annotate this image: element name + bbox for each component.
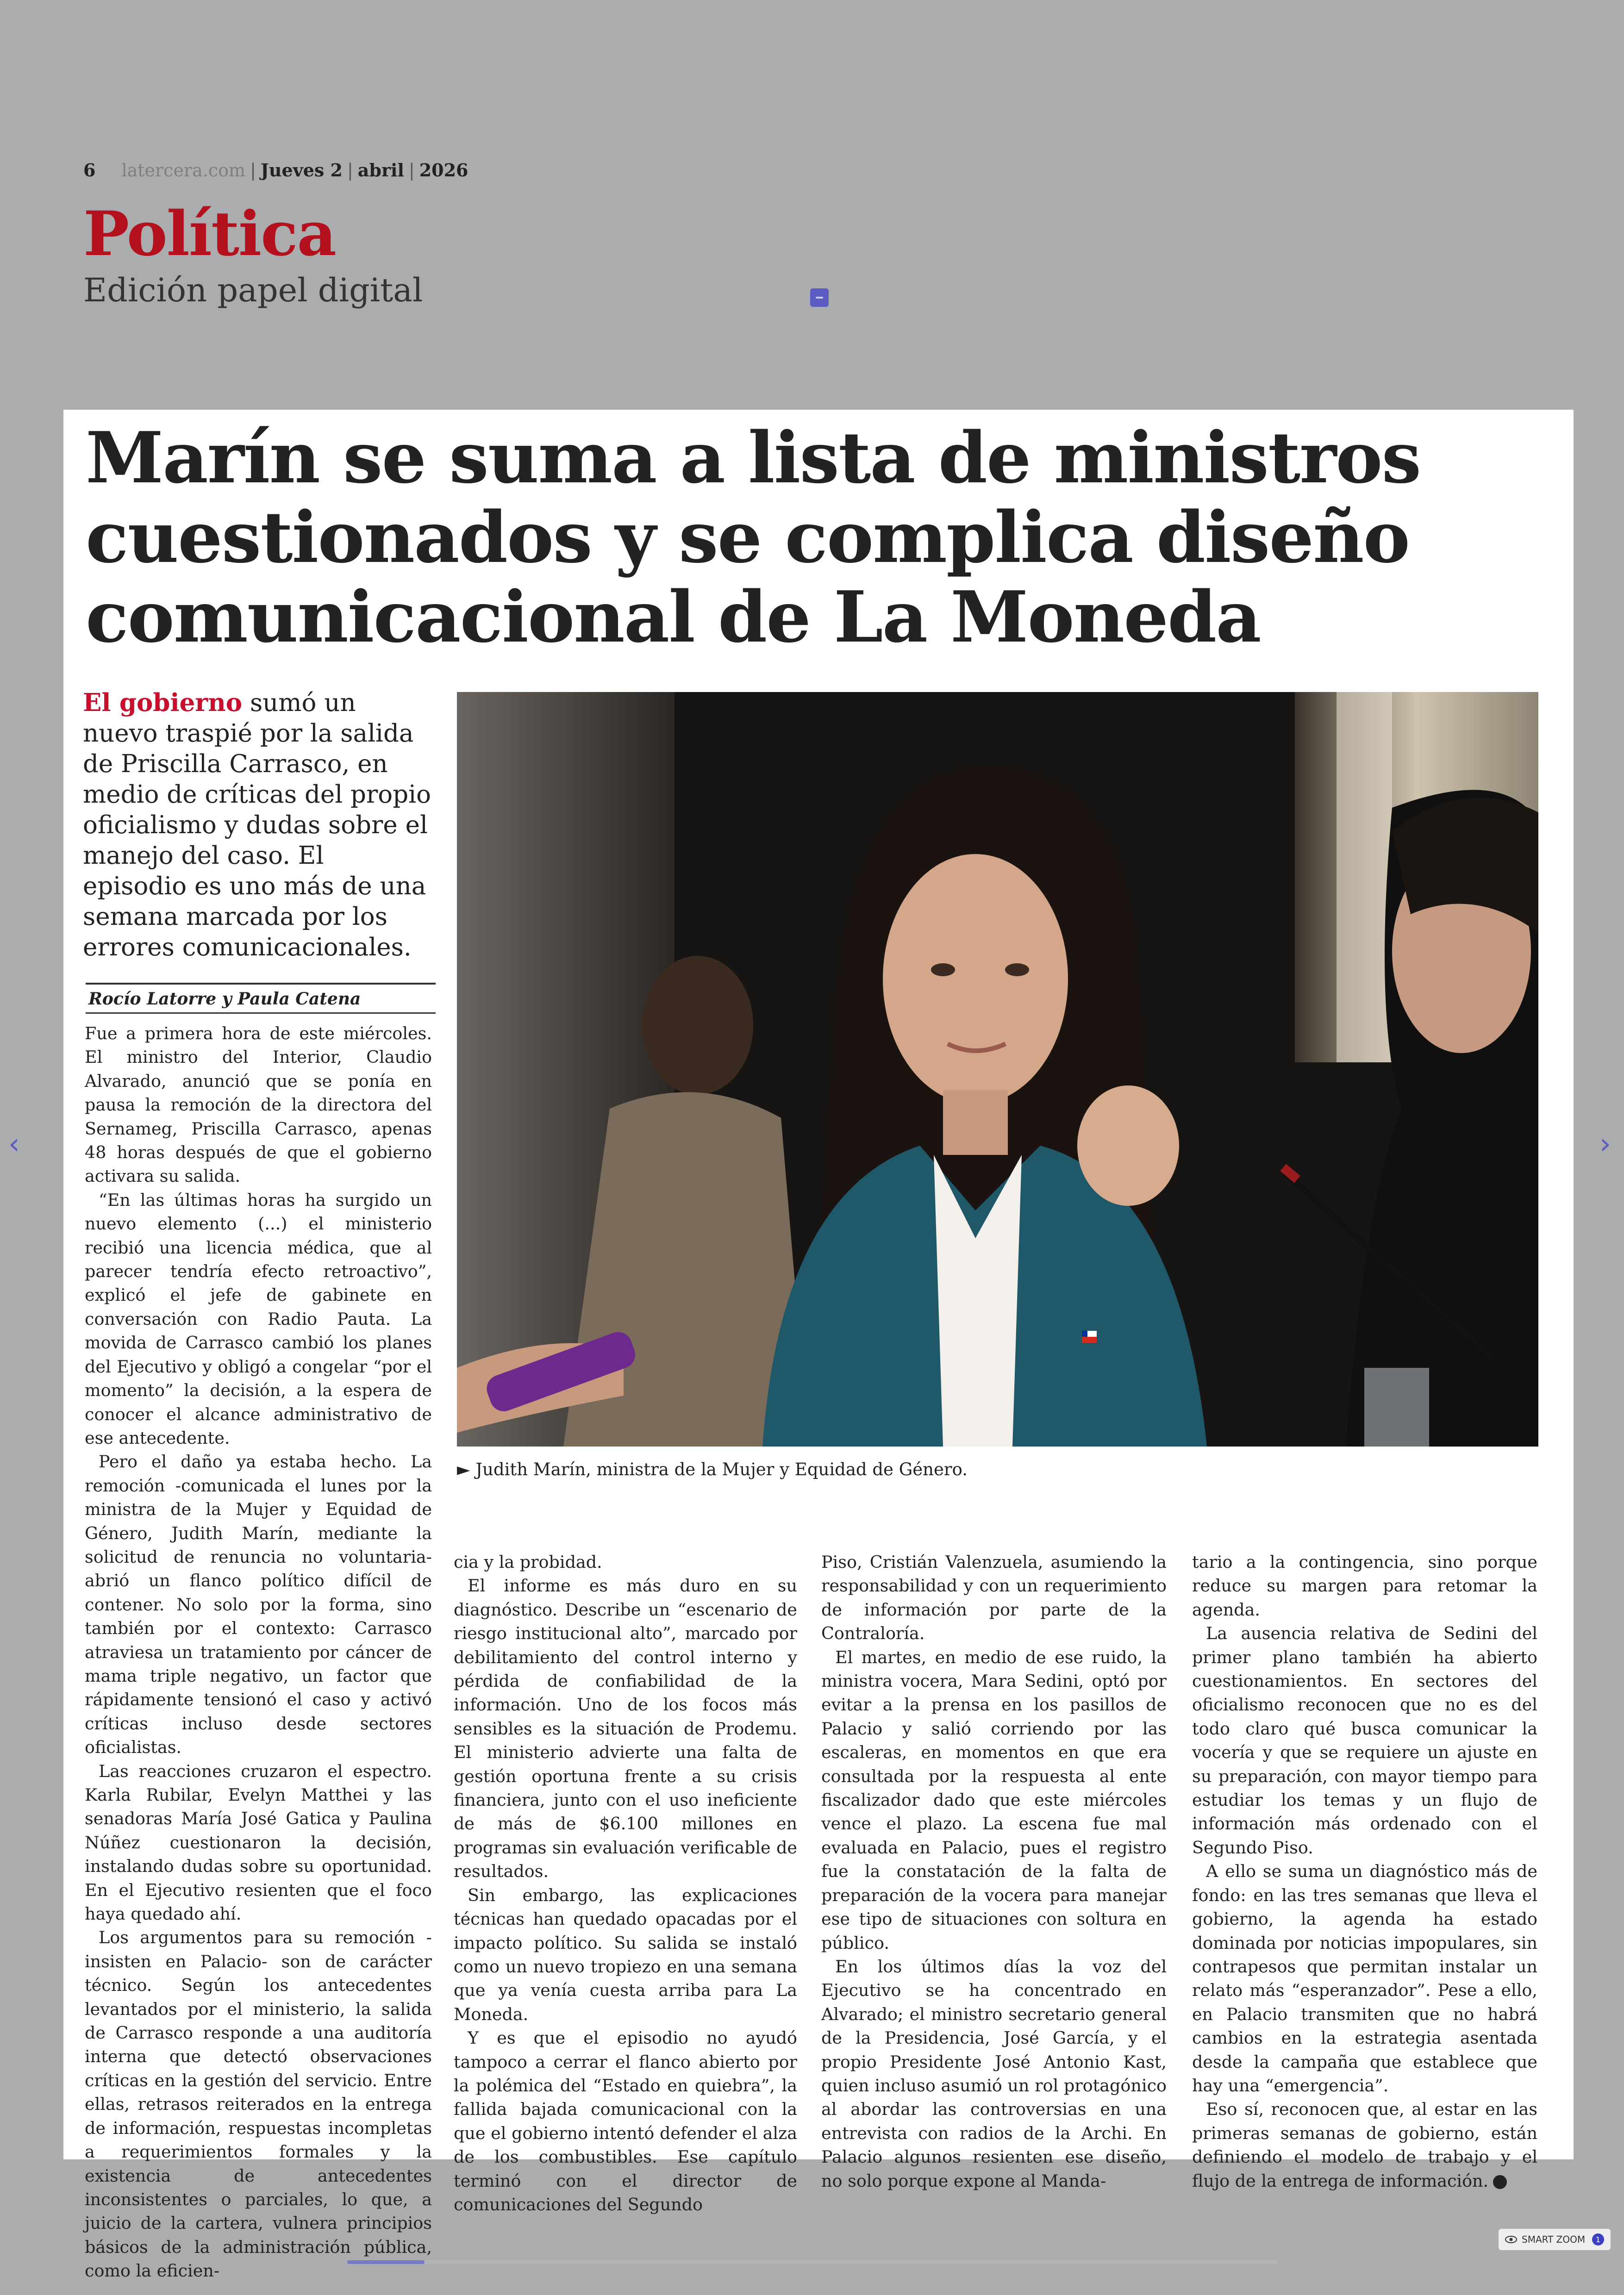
page-number: 6 (83, 160, 96, 181)
page-progress-bar[interactable] (347, 2260, 1278, 2264)
date-month: abril (357, 160, 404, 181)
paragraph: Y es que el episodio no ayudó tampoco a cerrar el flanco abierto por la polémica del “Estado en quiebra”, la fallida bajada comunicacional con la que el gobierno intentó defender el alza de los combustibles. Ese capítulo terminó con el director de comunicaciones del Segundo (454, 2028, 797, 2214)
smart-zoom-label: SMART ZOOM (1522, 2234, 1586, 2245)
paragraph: El informe es más duro en su diagnóstico. Describe un “escenario de riesgo institucional alto”, marcado por debilitamiento del control interno y pérdida de confiabilidad de la información. Uno de los focos más sensibles es la situación de Prodemu. El ministerio advierte una falta de gestión oportuna frente a su crisis financiera, junto con el uso ineficiente de más de $6.100 millones en programas sin evaluación verificable de resultados. (454, 1576, 797, 1882)
article-column-3 (821, 1550, 1167, 2193)
site-name: latercera.com (121, 160, 246, 181)
paragraph: “En las últimas horas ha surgido un nuevo elemento (...) el ministerio recibió una licencia médica, que al parecer tendría efecto retroactivo”, explicó el jefe de gabinete en conversación con Radio Pauta. La movida de Carrasco cambió los planes del Ejecutivo y obligó a congelar “por el momento” la decisión, a la espera de conocer el alcance administrativo de ese antecedente. (85, 1190, 432, 1448)
article-column-4 (1192, 1550, 1537, 2193)
page-progress-fill (347, 2260, 425, 2264)
minus-icon (816, 297, 823, 299)
page-header (83, 160, 468, 181)
chevron-left-icon[interactable]: ‹ (8, 1127, 20, 1160)
paragraph: Las reacciones cruzaron el espectro. Karla Rubilar, Evelyn Matthei y las senadoras María José Gatica y Paulina Núñez cuestionaron la decisión, instalando dudas sobre su oportunidad. En el Ejecutivo resienten que el foco haya quedado ahí. (85, 1761, 432, 1924)
article-photo[interactable] (457, 692, 1538, 1447)
smart-zoom-count-badge: 1 (1592, 2233, 1604, 2245)
paragraph: Pero el daño ya estaba hecho. La remoción -comunicada el lunes por la ministra de la Mujer y Equidad de Género, Judith Marín, mediante la solicitud de renuncia no voluntaria- abrió un flanco político difícil de contener. No solo por la forma, sino también por el contexto: Carrasco atraviesa un tratamiento por cáncer de mama triple negativo, un factor que rápidamente tensionó el caso y activó críticas incluso desde sectores oficialistas. (85, 1452, 432, 1758)
paragraph: En los últimos días la voz del Ejecutivo se ha concentrado en Alvarado; el ministro secretario general de la Presidencia, José García, y el propio Presidente José Antonio Kast, quien incluso asumió un rol protagónico al abordar las controversias en una entrevista con radios de la Archi. En Palacio algunos resienten ese diseño, no solo porque expone al Manda- (821, 1956, 1167, 2191)
page-options-button[interactable] (810, 288, 829, 307)
chevron-right-icon[interactable]: › (1599, 1127, 1611, 1160)
edition-label: Edición papel digital (83, 271, 423, 309)
paragraph: Fue a primera hora de este miércoles. El ministro del Interior, Claudio Alvarado, anunció que se ponía en pausa la remoción de la directora del Sernameg, Priscilla Carrasco, apenas 48 horas después de que el gobierno activara su salida. (85, 1023, 432, 1186)
article-column-2 (454, 1550, 797, 2216)
photo-illustration (457, 692, 1538, 1447)
paragraph (1192, 2097, 1537, 2193)
article-lead (83, 687, 435, 963)
end-of-article-icon (1493, 2175, 1507, 2189)
section-title: Política (83, 198, 336, 270)
photo-caption: ► Judith Marín, ministra de la Mujer y Equidad de Género. (457, 1459, 968, 1479)
paragraph: tario a la contingencia, sino porque reduce su margen para retomar la agenda. (1192, 1552, 1537, 1620)
eye-icon (1505, 2236, 1517, 2243)
paragraph: La ausencia relativa de Sedini del primer plano también ha abierto cuestionamientos. En sectores del oficialismo reconocen que no es del todo claro qué busca comunicar la vocería y que se requiere un ajuste en su preparación, con mayor tiempo para estudiar los temas y un flujo de información más ordenado con el Segundo Piso. (1192, 1623, 1537, 1858)
article-headline: Marín se suma a lista de ministros cuestionados y se complica diseño comunicacional de La Moneda (86, 416, 1421, 658)
lead-text: sumó un nuevo traspié por la salida de Priscilla Carrasco, en medio de críticas del propio oficialismo y dudas sobre el manejo del caso. El episodio es uno más de una semana marcada por los errores comunicacionales. (83, 689, 431, 961)
paragraph: cia y la probidad. (454, 1552, 602, 1572)
paragraph: A ello se suma un diagnóstico más de fondo: en las tres semanas que lleva el gobierno, la agenda ha estado dominada por noticias impopulares, sin contrapesos que permitan instalar un relato más “esperanzador”. Pese a ello, en Palacio transmiten que no habrá cambios en la estrategia asentada desde la campaña que establece que hay una “emergencia”. (1192, 1861, 1537, 2095)
lead-kicker: El gobierno (83, 688, 243, 717)
paragraph: El martes, en medio de ese ruido, la ministra vocera, Mara Sedini, optó por evitar a la prensa en los pasillos de Palacio y salió corriendo por las escaleras, en momentos en que era consultada por la respuesta al ente fiscalizador dado que este miércoles vence el plazo. La escena fue mal evaluada en Palacio, pues el registro fue la constatación de la falta de preparación de la vocera para manejar ese tipo de situaciones con soltura en público. (821, 1647, 1167, 1953)
article-column-1 (85, 1022, 432, 2283)
article-byline: Rocío Latorre y Paula Catena (86, 983, 436, 1014)
dateline: 6 latercera.com | Jueves 2 | abril | 2026 (83, 160, 468, 181)
paragraph: Piso, Cristián Valenzuela, asumiendo la responsabilidad y con un requerimiento de información por parte de la Contraloría. (821, 1552, 1167, 1644)
paragraph: Los argumentos para su remoción -insisten en Palacio- son de carácter técnico. Según los antecedentes levantados por el ministerio, la salida de Carrasco responde a una auditoría interna que detectó observaciones críticas en la gestión del servicio. Entre ellas, retrasos reiterados en la entrega de información, respuestas incompletas a requerimientos formales y la existencia de antecedentes inconsistentes o parciales, lo que, a juicio de la cartera, vulnera principios básicos de la administración pública, como la eficien- (85, 1927, 432, 2281)
paragraph: Sin embargo, las explicaciones técnicas han quedado opacadas por el impacto político. Su salida se instaló como un nuevo tropiezo en una semana que ya venía cuesta arriba para La Moneda. (454, 1885, 797, 2024)
date-year: 2026 (419, 160, 468, 181)
smart-zoom-button[interactable] (1499, 2229, 1611, 2250)
date-day: Jueves 2 (260, 160, 343, 181)
paragraph-text: Eso sí, reconocen que, al estar en las primeras semanas de gobierno, están definiendo el modelo de trabajo y el flujo de la entrega de información. (1192, 2099, 1537, 2191)
